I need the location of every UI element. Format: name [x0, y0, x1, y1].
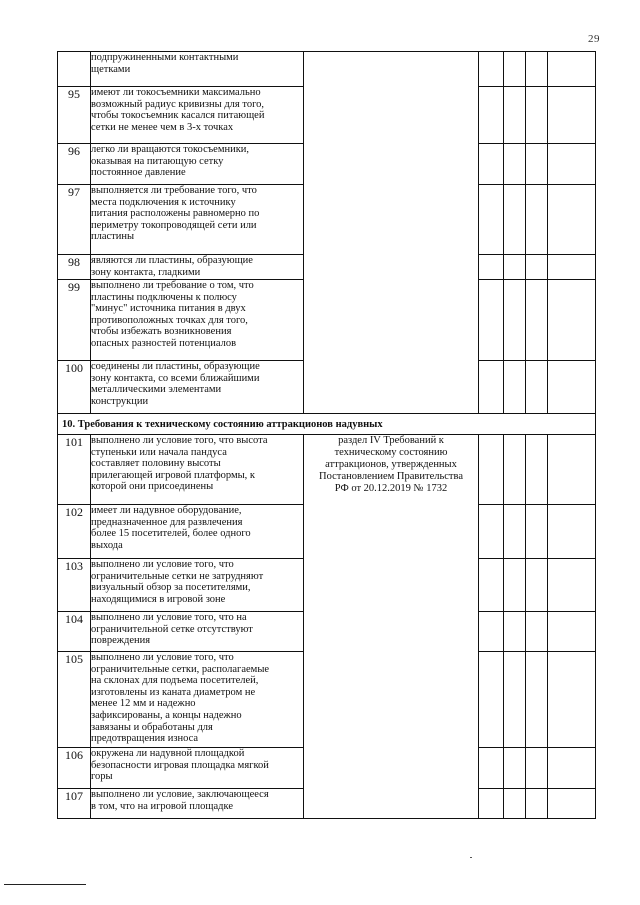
item-number: 103: [58, 559, 91, 612]
check-cell: [504, 87, 526, 144]
check-cell: [479, 280, 504, 361]
check-cell: [526, 185, 548, 255]
check-cell: [504, 52, 526, 87]
check-cell: [504, 144, 526, 185]
check-cell: [504, 748, 526, 789]
item-number: 95: [58, 87, 91, 144]
section-header-row: [58, 414, 596, 435]
item-number: 100: [58, 361, 91, 414]
check-cell: [548, 87, 596, 144]
check-cell: [504, 612, 526, 652]
page-number: 29: [588, 33, 600, 45]
check-cell: [504, 255, 526, 280]
check-cell: [479, 612, 504, 652]
check-cell: [479, 361, 504, 414]
check-cell: [526, 559, 548, 612]
check-cell: [548, 652, 596, 748]
item-requirement: выполнено ли условие того, что высота ступеньки или начала пандуса составляет половину высоты прилегающей игровой платформы, к которой они присоединены: [91, 435, 304, 505]
item-number: 96: [58, 144, 91, 185]
item-number: 104: [58, 612, 91, 652]
item-requirement: являются ли пластины, образующие зону контакта, гладкими: [91, 255, 304, 280]
item-requirement: соединены ли пластины, образующие зону контакта, со всеми ближайшими металлическими элементами конструкции: [91, 361, 304, 414]
table-row: [58, 435, 596, 505]
check-cell: [526, 435, 548, 505]
check-cell: [479, 505, 504, 559]
check-cell: [504, 280, 526, 361]
check-cell: [526, 748, 548, 789]
check-cell: [548, 559, 596, 612]
check-cell: [548, 748, 596, 789]
check-cell: [479, 144, 504, 185]
check-cell: [526, 255, 548, 280]
check-cell: [526, 612, 548, 652]
check-cell: [526, 361, 548, 414]
reference-cell: раздел IV Требований к техническому состоянию аттракционов, утвержденных Постановлением Правительства РФ от 20.12.2019 № 1732: [304, 435, 479, 819]
check-cell: [479, 52, 504, 87]
item-requirement: выполнено ли условие, заключающееся в том, что на игровой площадке: [91, 789, 304, 819]
check-cell: [548, 185, 596, 255]
check-cell: [548, 361, 596, 414]
check-cell: [479, 255, 504, 280]
item-number: 97: [58, 185, 91, 255]
section-title: 10. Требования к техническому состоянию аттракционов надувных: [58, 414, 596, 435]
item-number: 106: [58, 748, 91, 789]
checklist-table: [57, 51, 596, 819]
item-requirement: выполнено ли требование о том, что пластины подключены к полюсу "минус" источника питания в двух противоположных точках для того, чтобы избежать возникновения опасных разностей потенциалов: [91, 280, 304, 361]
check-cell: [548, 280, 596, 361]
item-requirement: имеет ли надувное оборудование, предназначенное для развлечения более 15 посетителей, более одного выхода: [91, 505, 304, 559]
check-cell: [548, 52, 596, 87]
check-cell: [526, 87, 548, 144]
item-number: 98: [58, 255, 91, 280]
item-requirement: окружена ли надувной площадкой безопасности игровая площадка мягкой горы: [91, 748, 304, 789]
check-cell: [479, 435, 504, 505]
check-cell: [479, 652, 504, 748]
item-number: 107: [58, 789, 91, 819]
item-requirement: подпружиненными контактными щетками: [91, 52, 304, 87]
check-cell: [504, 185, 526, 255]
item-number: 102: [58, 505, 91, 559]
check-cell: [548, 505, 596, 559]
item-requirement: выполнено ли условие того, что ограничительные сетки не затрудняют визуальный обзор за посетителями, находящимися в игровой зоне: [91, 559, 304, 612]
item-requirement: выполняется ли требование того, что места подключения к источнику питания расположены равномерно по периметру токопроводящей сети или пластины: [91, 185, 304, 255]
check-cell: [504, 652, 526, 748]
check-cell: [526, 52, 548, 87]
check-cell: [548, 144, 596, 185]
item-requirement: выполнено ли условие того, что ограничительные сетки, располагаемые на склонах для подъема посетителей, изготовлены из каната диаметром не менее 12 мм и надежно зафиксированы, а концы надежно завязаны и обработаны для предотвращения износа: [91, 652, 304, 748]
item-requirement: имеют ли токосъемники максимально возможный радиус кривизны для того, чтобы токосъемник касался питающей сетки не менее чем в 3-х точках: [91, 87, 304, 144]
check-cell: [526, 280, 548, 361]
item-number: 105: [58, 652, 91, 748]
footnote-separator: [4, 884, 86, 885]
table-row: [58, 52, 596, 87]
item-number: 99: [58, 280, 91, 361]
item-number: [58, 52, 91, 87]
check-cell: [479, 789, 504, 819]
check-cell: [479, 185, 504, 255]
reference-cell: [304, 52, 479, 414]
check-cell: [526, 652, 548, 748]
check-cell: [526, 144, 548, 185]
item-requirement: выполнено ли условие того, что на ограничительной сетке отсутствуют повреждения: [91, 612, 304, 652]
check-cell: [504, 435, 526, 505]
check-cell: [479, 559, 504, 612]
check-cell: [548, 255, 596, 280]
check-cell: [504, 505, 526, 559]
check-cell: [526, 789, 548, 819]
check-cell: [504, 559, 526, 612]
check-cell: [479, 748, 504, 789]
check-cell: [548, 435, 596, 505]
item-number: 101: [58, 435, 91, 505]
check-cell: [548, 789, 596, 819]
check-cell: [526, 505, 548, 559]
check-cell: [504, 789, 526, 819]
margin-mark: [470, 857, 472, 858]
check-cell: [504, 361, 526, 414]
check-cell: [479, 87, 504, 144]
item-requirement: легко ли вращаются токосъемники, оказывая на питающую сетку постоянное давление: [91, 144, 304, 185]
check-cell: [548, 612, 596, 652]
